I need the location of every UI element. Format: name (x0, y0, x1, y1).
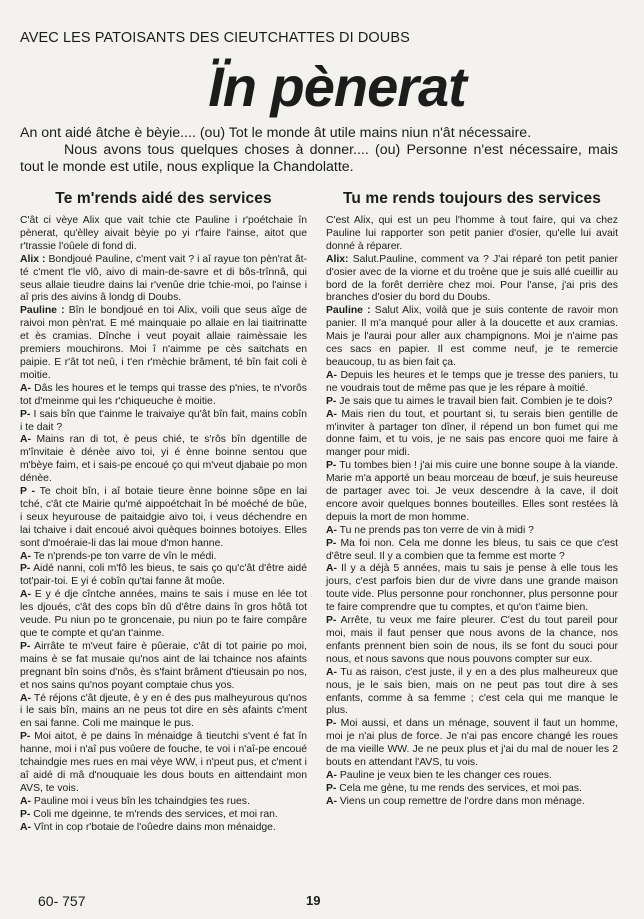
french-body (326, 215, 618, 809)
issue-number: 60- 757 (38, 893, 86, 909)
dialogue-paragraph (326, 783, 618, 796)
dialogue-paragraph (326, 615, 618, 667)
paragraph-text: Pauline moi i veus bîn les tchaindgies tes rues. (33, 795, 250, 807)
dialogue-paragraph (20, 254, 307, 306)
paragraph-text: Té réjons c'ât djeute, è y en é des pus malheyurous qu'nos i le sais bîn, mains an ne peus tot dire en sès afaints c'ment en sai fanne. Coli me mainque le pus. (20, 692, 308, 730)
paragraph-text: Il y a déjà 5 années, mais tu sais je pense à elle tous les jours, c'est parfois bien dur de vivre dans une grande maison toute vide. Plus personne pour ronchonner, plus personne pour te faire comprendre que tu comptes, et qu'on t'aime bien. (326, 563, 618, 614)
paragraph-text: Airrâte te m'veut faire è pûeraie, c'ât di tot pairie po moi, mains è se fat musaie qu'nos aint de lai tchaince nos afaints pregnant bîn soins d'nôs, ès s'faint brâment d'tieusain po nos, et nos sains qu'nos poyant comptaie chus yos. (20, 640, 307, 691)
dialogue-paragraph (326, 396, 618, 409)
french-heading: Tu me rends toujours des services (343, 190, 601, 207)
paragraph-text: Te choit bîn, i aî botaie tieure ènne boinne sôpe en lai tché, c'ât cte Mairie qu'mé aippoétchait în bé moéché de bûe, i seux heyurouse de paitaidgie aivo toi, i veus déchendre en lai tchaive i dait encoué aivoi quèques boinnes botoiyes. Elles sont d'moéraie-li das lai moue d'mon hanne. (20, 486, 308, 549)
speaker-label: Pauline : (326, 305, 371, 317)
section-kicker: AVEC LES PATOISANTS DES CIEUTCHATTES DI DOUBS (20, 30, 410, 46)
paragraph-text: Viens un coup remettre de l'ordre dans mon ménage. (339, 795, 585, 807)
paragraph-text: C'est Alix, qui est un peu l'homme à tout faire, qui va chez Pauline lui rapporter son petit panier d'osier, qu'elle lui avait donné à réparer. (326, 215, 618, 252)
patois-heading: Te m'rends aidé des services (55, 190, 272, 207)
speaker-label: A- (20, 821, 31, 833)
paragraph-text: Coli me dgeinne, te m'rends des services, et moi ran. (33, 808, 278, 820)
speaker-label: A- (20, 795, 31, 807)
paragraph-text: Dâs les houres et le temps qui trasse des p'nies, te n'vorôs tot d'meinme qui les r'chiqueuche è moitie. (20, 382, 308, 407)
paragraph-text: Depuis les heures et le temps que je tresse des paniers, tu ne voudrais tout de même pas que je les répare à moitié. (326, 369, 618, 394)
page-title: Ïn pènerat (208, 55, 466, 118)
speaker-label: P- (326, 395, 337, 407)
patois-body (20, 215, 307, 835)
dialogue-paragraph (20, 563, 307, 589)
dialogue-paragraph (20, 434, 307, 486)
speaker-label: P- (20, 408, 31, 420)
speaker-label: P- (20, 731, 31, 743)
paragraph-text: Tu tombes bien ! j'ai mis cuire une bonne soupe à la viande. Marie m'a apporté un beau morceau de bœuf, je suis heureuse de partager avec toi. Je veux descendre à la cave, il doit encore avoir quelques bonnes bouteilles. Elles sont restées là depuis la mort de mon homme. (326, 460, 619, 523)
speaker-label: A- (326, 369, 337, 381)
dialogue-paragraph (326, 254, 618, 306)
french-column (326, 190, 618, 809)
speaker-label: Alix : (20, 253, 46, 265)
speaker-label: Alix: (326, 253, 349, 265)
dialogue-paragraph (20, 409, 307, 435)
paragraph-text: Salut.Pauline, comment va ? J'ai réparé ton petit panier d'osier avec de la viorne et du troène que je suis allé cueillir au bord de la forêt derrière chez moi. Pour l'anse, j'ai pris des branches d'osier du bord du Doubs. (326, 253, 619, 304)
speaker-label: P- (326, 537, 337, 549)
paragraph-text: Salut Alix, voilà que je suis contente de ravoir mon panier. Il m'a manqué pour aller à la doucette et aux cramias. Mais je l'aurai pour aller aux champignons. Moi je n'aime pas ces sacs en papier. Il est comme neuf, je te remercie beaucoup, tu as bien fait ça. (326, 305, 618, 368)
speaker-label: A- (326, 408, 337, 420)
dialogue-paragraph (20, 641, 307, 693)
speaker-label: P- (326, 460, 337, 472)
paragraph-text: E y é dje cîntche années, mains te sais i muse en lée tot les djoués, c'ât des cops bîn dû d'être dains în gros hôtâ tot veude. Pu niun po te groncenaie, pu niun po te faire compâre que te compte et qu'an t'ainme. (20, 589, 307, 639)
dialogue-paragraph (20, 693, 307, 732)
paragraph-text: Aidé nanni, coli m'fô les bieus, te sais ço qu'c'ât d'être aidé tot'pair-toi. E yi é cobîn qu'tai fanne ât moûe. (20, 563, 307, 588)
dialogue-paragraph (326, 409, 618, 461)
paragraph-text: Je sais que tu aimes le travail bien fait. Combien je te dois? (339, 395, 613, 407)
dialogue-paragraph (20, 486, 307, 551)
paragraph-text: I sais bîn que t'ainme le traivaiye qu'ât bîn fait, mains cobîn i te dait ? (20, 408, 308, 433)
speaker-label: A- (20, 589, 31, 601)
speaker-label: A- (20, 382, 31, 394)
paragraph-text: Mains ran di tot, è peus chié, te s'rôs bîn dgentille de m'învitaie è dénèe aivo toi, yi é ènne boinne sentou que m'bèye faim, et i sais-pe encoué ço qui m'veut djabaie po mon dénèe. (20, 434, 308, 485)
speaker-label: A- (20, 692, 31, 704)
dialogue-paragraph (326, 460, 618, 525)
speaker-label: Pauline : (20, 305, 65, 317)
speaker-label: P- (20, 808, 31, 820)
dialogue-paragraph (326, 305, 618, 370)
paragraph-text: Arrête, tu veux me faire pleurer. C'est du tout pareil pour moi, mais il faut penser que nous avons de la chance, nos enfants prennent bien soin de nous, ils se font du souci pour nous, et nous savons que nous pouvons compter sur eux. (326, 615, 618, 665)
paragraph-text: Cela me gène, tu me rends des services, et moi pas. (339, 782, 582, 794)
dialogue-paragraph (20, 589, 307, 641)
dialogue-paragraph (20, 822, 307, 835)
dialogue-paragraph (326, 538, 618, 564)
dialogue-paragraph (326, 770, 618, 783)
dialogue-paragraph (326, 370, 618, 396)
intro-line-2: Nous avons tous quelques choses à donner.... (ou) Personne n'est nécessaire, mais tout le monde est utile, nous explique la Chandolatte. (20, 142, 618, 175)
speaker-label: P- (20, 563, 31, 575)
dialogue-paragraph (20, 383, 307, 409)
dialogue-paragraph (326, 796, 618, 809)
dialogue-paragraph (20, 731, 307, 796)
paragraph-text: Tu as raison, c'est juste, il y en a des plus malheureux que nous, je le sais bien, mais on ne peut pas tout dire à ses enfants, comme à sa femme ; c'est cela qui me manque le plus. (326, 666, 618, 717)
speaker-label: P- (326, 718, 337, 730)
dialogue-paragraph (20, 809, 307, 822)
intro-line-1: An ont aidé âtche è bèyie.... (ou) Tot le monde ât utile mains niun n'ât nécessaire. (20, 125, 532, 141)
dialogue-paragraph (20, 305, 307, 382)
paragraph-text: Moi aitot, è pe dains în ménaidge â tieutchi s'vent é fat în hanne, moi i n'aî pus voûere de fouche, te voi i n'aî-pe encoué tchaindgie mes rues en mai vèye WW, i n'peut pus, et c'ment i aî aidé di mâ d'nouquaie les dous bouts en aittendaint mon AVS, te vois. (20, 731, 307, 794)
dialogue-paragraph (20, 215, 307, 254)
dialogue-paragraph (326, 563, 618, 615)
paragraph-text: Pauline je veux bien te les changer ces roues. (339, 769, 552, 781)
dialogue-paragraph (20, 796, 307, 809)
speaker-label: A- (20, 550, 31, 562)
intro-paragraph (20, 125, 618, 176)
dialogue-paragraph (20, 551, 307, 564)
speaker-label: A- (326, 524, 337, 536)
speaker-label: A- (326, 563, 337, 575)
paragraph-text: Bondjoué Pauline, c'ment vait ? i aî rayue ton pèn'rat ât-té c'ment t'le vlô, aivo di main-de-savre et di bôs-trînnâ, qui seus allaie tieudre dains lai r'venûe drie tchie-moi, po l'ainse i aî pris des aivins â londg di Doubs. (20, 253, 307, 304)
speaker-label: A- (326, 666, 337, 678)
paragraph-text: Mais rien du tout, et pourtant si, tu serais bien gentille de m'inviter à partager ton dîner, il répend un bon fumet qui me donne faim, et tu vois, je ne sais pas encore quoi me faire à manger pour midi. (326, 408, 618, 459)
speaker-label: P - (20, 486, 36, 498)
paragraph-text: Tu ne prends pas ton verre de vin à midi ? (339, 524, 534, 536)
paragraph-text: Moi aussi, et dans un ménage, souvent il faut un homme, moi je n'ai plus de force. Je n'ai pas encore changé les roues de ma vieille WW. Je ne peux plus et j'ai du mal de nouer les 2 bouts en attendant l'AVS, tu vois. (326, 718, 618, 769)
speaker-label: A- (326, 769, 337, 781)
paragraph-text: Vînt in cop r'botaie de l'oûedre dains mon ménaidge. (33, 821, 276, 833)
speaker-label: P- (326, 615, 337, 627)
speaker-label: P- (326, 782, 337, 794)
paragraph-text: Te n'prends-pe ton varre de vîn le médi. (33, 550, 217, 562)
speaker-label: P- (20, 640, 31, 652)
speaker-label: A- (326, 795, 337, 807)
dialogue-paragraph (326, 667, 618, 719)
paragraph-text: Bîn le bondjoué en toi Alix, voili que seus aîge de raivoi mon pèn'rat. E mé mainquaie po allaie en lai tiaitrinatte et ès cramias. Dînche i veut poyait allaie raimèssaie les premiers mouchirons. Moi î n'aimme pe cès saitchats en paipie. E r'ât tot neû, i t'en r'mèchie brâment, té bîn fait coli è moitie. (20, 305, 307, 381)
paragraph-text: Ma foi non. Cela me donne les bleus, tu sais ce que c'est d'être seul. Il y a combien que ta femme est morte ? (326, 537, 618, 562)
dialogue-paragraph (326, 215, 618, 254)
patois-column (20, 190, 307, 835)
dialogue-paragraph (326, 525, 618, 538)
page-number: 19 (306, 893, 321, 908)
paragraph-text: C'ât ci vèye Alix que vait tchie cte Pauline i r'poétchaie în pènerat, qu'èlley aivait bèyie po yi r'faire l'ainse, aitot que r'trassie l'oûele di fond di. (20, 215, 307, 252)
dialogue-paragraph (326, 718, 618, 770)
speaker-label: A- (20, 434, 31, 446)
